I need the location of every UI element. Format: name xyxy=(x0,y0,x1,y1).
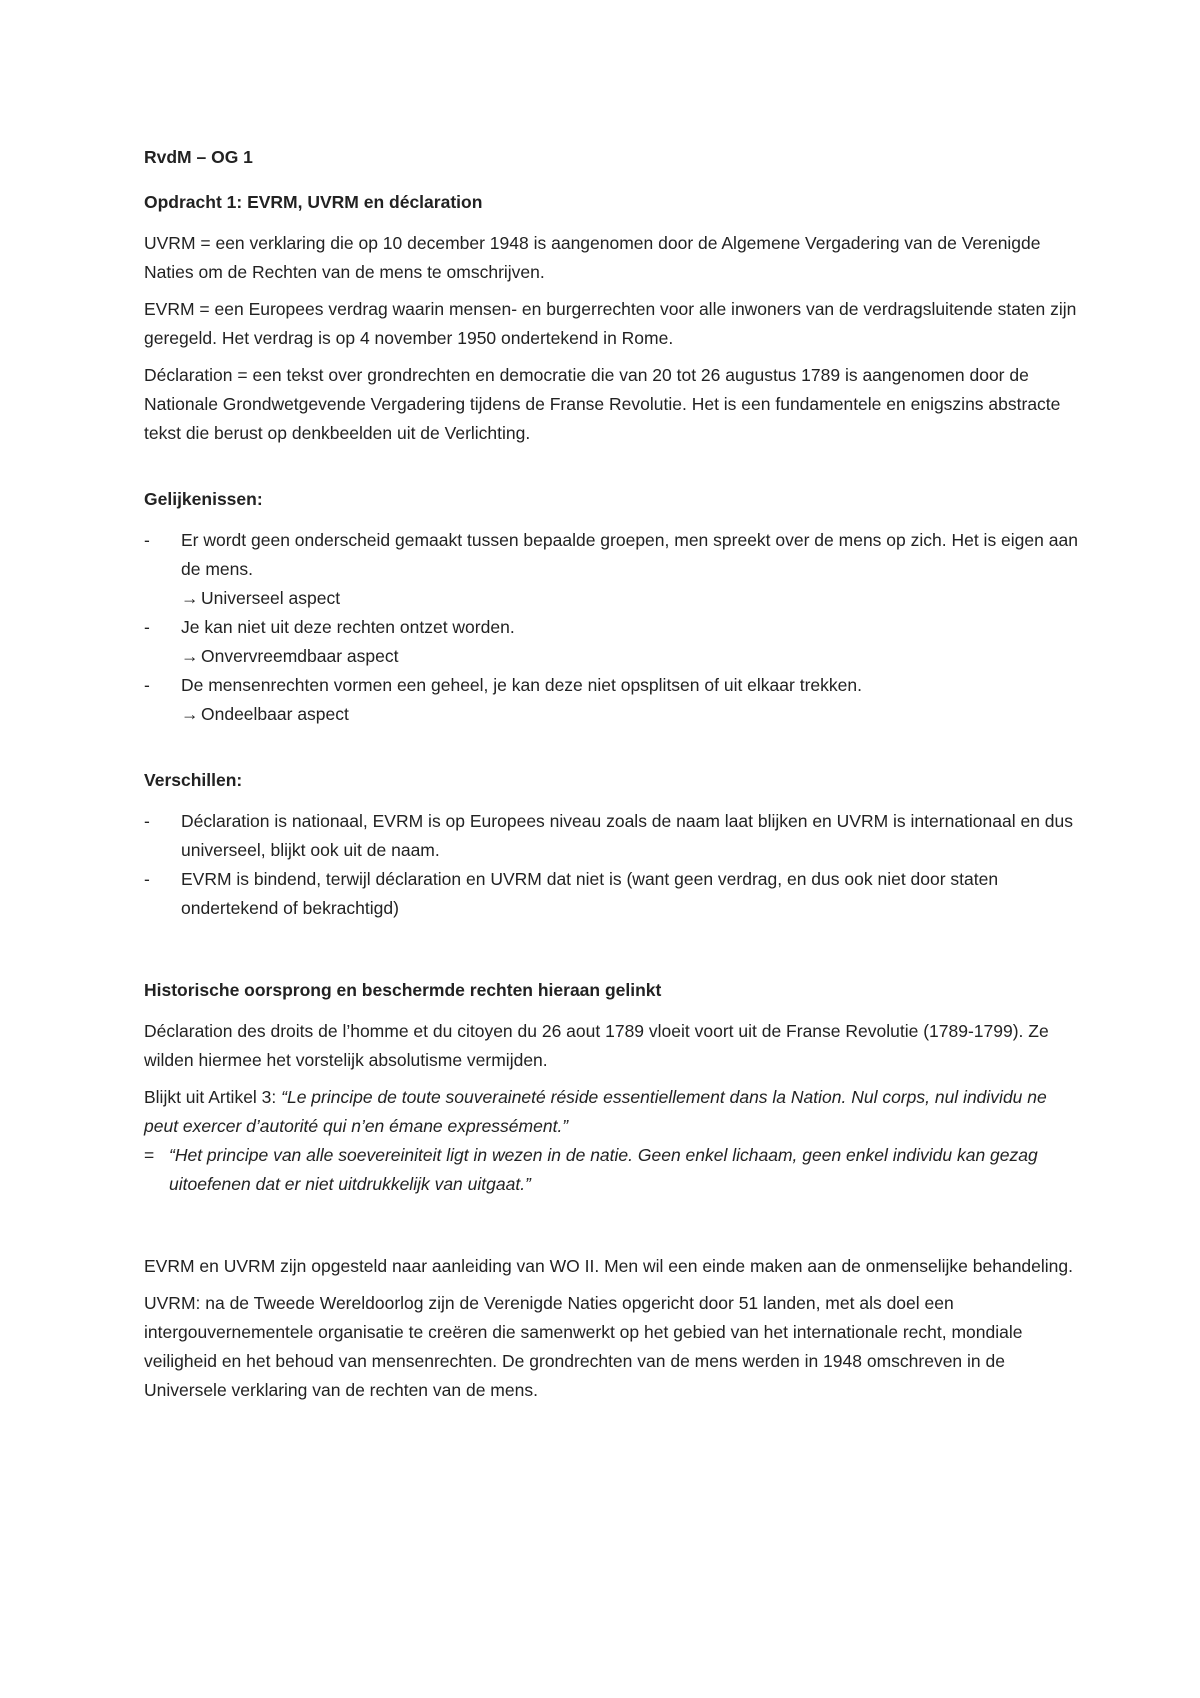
assignment-title: Opdracht 1: EVRM, UVRM en déclaration xyxy=(144,192,483,212)
dash-bullet: - xyxy=(144,869,150,889)
history-intro: Déclaration des droits de l’homme et du citoyen du 26 aout 1789 vloeit voort uit de Franse Revolutie (1789-1799). Ze wilden hiermee het vorstelijk absolutisme vermijden. xyxy=(144,1021,1049,1070)
difference-text: EVRM is bindend, terwijl déclaration en UVRM dat niet is (want geen verdrag, en dus ook niet door staten ondertekend of bekrachtigd) xyxy=(181,869,999,918)
spacer xyxy=(144,456,1080,485)
similarity-text: Er wordt geen onderscheid gemaakt tussen bepaalde groepen, men spreekt over de mens op zich. Het is eigen aan de mens. xyxy=(181,530,1078,579)
aspect-line xyxy=(181,700,1080,729)
aspect-label: Onvervreemdbaar aspect xyxy=(201,646,399,666)
definition-declaration: Déclaration = een tekst over grondrechten en democratie die van 20 tot 26 augustus 1789 is aangenomen door de Nationale Grondwetgevende Vergadering tijdens de Franse Revolutie. Het is een fundamentele en enigszins abstracte tekst die berust op denkbeelden uit de Verlichting. xyxy=(144,365,1061,443)
quote-translation xyxy=(144,1141,1080,1199)
history-heading: Historische oorsprong en beschermde rechten hieraan gelinkt xyxy=(144,980,662,1000)
aspect-label: Universeel aspect xyxy=(201,588,341,608)
list-item xyxy=(144,613,1080,671)
arrow-right-icon: → xyxy=(181,646,199,666)
spacer xyxy=(144,1207,1080,1236)
definition-evrm: EVRM = een Europees verdrag waarin mensen- en burgerrechten voor alle inwoners van de verdragsluitende staten zijn geregeld. Het verdrag is op 4 november 1950 ondertekend in Rome. xyxy=(144,299,1077,348)
list-item xyxy=(144,671,1080,729)
similarities-list xyxy=(144,526,1080,729)
difference-text: Déclaration is nationaal, EVRM is op Europees niveau zoals de naam laat blijken en UVRM is internationaal en dus universeel, blijkt ook uit de naam. xyxy=(181,811,1074,860)
evrm-uvrm-origin: EVRM en UVRM zijn opgesteld naar aanleiding van WO II. Men wil een einde maken aan de onmenselijke behandeling. xyxy=(144,1256,1074,1276)
similarities-heading: Gelijkenissen: xyxy=(144,489,263,509)
document-header: RvdM – OG 1 xyxy=(144,147,253,167)
aspect-line xyxy=(181,642,1080,671)
dash-bullet: - xyxy=(144,617,150,637)
definition-uvrm: UVRM = een verklaring die op 10 december 1948 is aangenomen door de Algemene Vergadering van de Verenigde Naties om de Rechten van de mens te omschrijven. xyxy=(144,233,1041,282)
equals-sign: = xyxy=(144,1145,155,1165)
list-item xyxy=(144,807,1080,865)
similarity-text: Je kan niet uit deze rechten ontzet worden. xyxy=(181,617,515,637)
spacer xyxy=(144,960,1080,976)
dash-bullet: - xyxy=(144,811,150,831)
arrow-right-icon: → xyxy=(181,704,199,724)
list-item xyxy=(144,526,1080,613)
aspect-line xyxy=(181,584,1080,613)
uvrm-origin-detail: UVRM: na de Tweede Wereldoorlog zijn de Verenigde Naties opgericht door 51 landen, met als doel een intergouvernementele organisatie te creëren die samenwerkt op het gebied van het internationale recht, mondiale veiligheid en het behoud van mensenrechten. De grondrechten van de mens werden in 1948 omschreven in de Universele verklaring van de rechten van de mens. xyxy=(144,1293,1023,1400)
arrow-right-icon: → xyxy=(181,588,199,608)
quote-text: “Le principe de toute souveraineté réside essentiellement dans la Nation. Nul corps, nul individu ne peut exercer d’autorité qui n’en émane expressément.” xyxy=(144,1087,1047,1136)
quote-lead: Blijkt uit Artikel 3: xyxy=(144,1087,282,1107)
differences-heading: Verschillen: xyxy=(144,770,243,790)
aspect-label: Ondeelbaar aspect xyxy=(201,704,349,724)
dash-bullet: - xyxy=(144,675,150,695)
list-item xyxy=(144,865,1080,923)
differences-list xyxy=(144,807,1080,923)
spacer xyxy=(144,737,1080,766)
article-quote xyxy=(144,1083,1080,1141)
translation-text: “Het principe van alle soevereiniteit ligt in wezen in de natie. Geen enkel lichaam, geen enkel individu kan gezag uitoefenen dat er niet uitdrukkelijk van uitgaat.” xyxy=(169,1145,1038,1194)
similarity-text: De mensenrechten vormen een geheel, je kan deze niet opsplitsen of uit elkaar trekken. xyxy=(181,675,862,695)
spacer xyxy=(144,931,1080,960)
spacer xyxy=(144,1236,1080,1252)
dash-bullet: - xyxy=(144,530,150,550)
